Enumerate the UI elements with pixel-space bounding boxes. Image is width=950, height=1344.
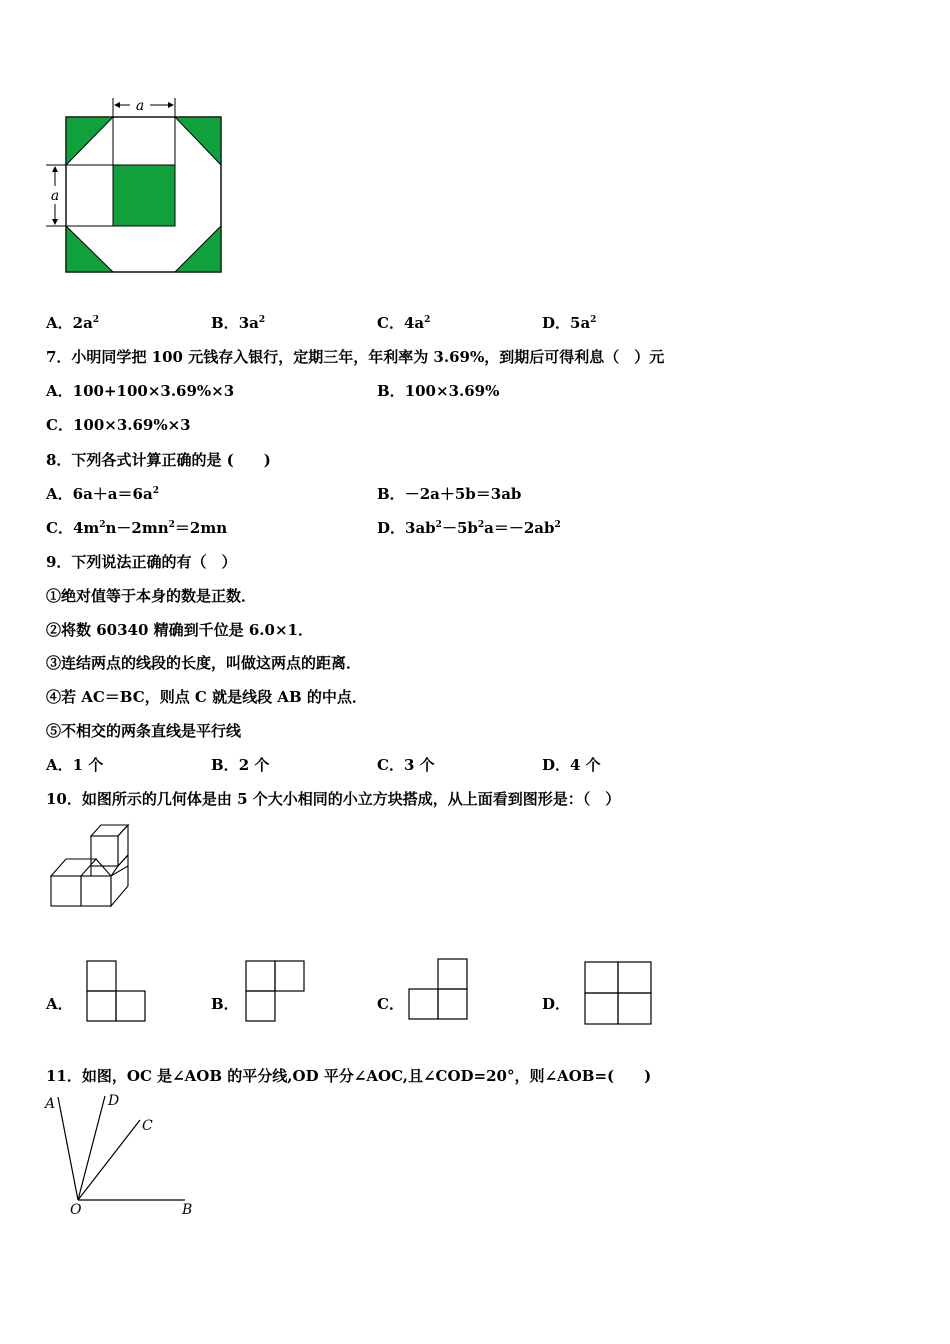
label-b: B xyxy=(182,1202,193,1218)
label-d: D xyxy=(108,1093,120,1109)
q6-option-b[interactable]: B．$3a^2$ xyxy=(211,314,266,332)
center-square xyxy=(113,165,175,226)
q10-option-b[interactable]: B． xyxy=(211,995,239,1013)
q11-stem: 11．如图，OC 是∠AOB 的平分线,OD 平分∠AOC,且∠COD=20°，则∠AOB=( ) xyxy=(46,1067,652,1085)
top-dim-label: a xyxy=(135,98,145,114)
q9-statement-1: ①绝对值等于本身的数是正数． xyxy=(46,587,257,605)
q8-option-c[interactable]: C．$4m^2n-2mn^2=2mn$ xyxy=(46,519,228,537)
q9-statement-5: ⑤不相交的两条直线是平行线 xyxy=(46,722,242,740)
q6-option-d[interactable]: D．$5a^2$ xyxy=(542,314,597,332)
label-a: A xyxy=(45,1096,56,1112)
q9-statement-4: ④若 AC＝BC，则点 C 就是线段 AB 的中点． xyxy=(46,688,367,706)
q7-stem: 7．小明同学把 100 元钱存入银行，定期三年，年利率为 3.69%，到期后可得利息（ ）元 xyxy=(46,348,665,366)
ray-oa xyxy=(58,1097,78,1200)
q10-cube-solid xyxy=(48,822,133,910)
q6-option-a[interactable]: A．$2a^2$ xyxy=(46,314,100,332)
label-c: C xyxy=(142,1118,153,1134)
q9-option-a[interactable]: A．1 个 xyxy=(46,756,104,774)
q8-option-a[interactable]: A．$6a+a=6a^2$ xyxy=(46,485,159,503)
q7-option-b[interactable]: B．100×3.69% xyxy=(377,382,500,400)
corner-triangle-br xyxy=(175,226,221,272)
q11-angle-figure xyxy=(40,1090,205,1220)
q8-option-d[interactable]: D．$3ab^2-5b^2a=-2ab^2$ xyxy=(377,519,561,537)
q10-stem: 10．如图所示的几何体是由 5 个大小相同的小立方块搭成，从上面看到图形是：（ ） xyxy=(46,790,621,808)
q9-option-c[interactable]: C．3 个 xyxy=(377,756,435,774)
ray-od xyxy=(78,1096,105,1200)
q7-option-c[interactable]: C．100×3.69%×3 xyxy=(46,416,191,434)
q10-option-d[interactable]: D． xyxy=(542,995,571,1013)
label-o: O xyxy=(70,1202,82,1218)
q9-statement-3: ③连结两点的线段的长度，叫做这两点的距离． xyxy=(46,654,362,672)
left-dim-label: a xyxy=(50,188,60,204)
q10-option-c[interactable]: C． xyxy=(377,995,404,1013)
q10-option-b-shape[interactable] xyxy=(244,958,306,1024)
q9-stem: 9．下列说法正确的有（ ） xyxy=(46,553,237,571)
ray-oc xyxy=(78,1120,140,1200)
q9-option-d[interactable]: D．4 个 xyxy=(542,756,601,774)
q7-option-a[interactable]: A．100+100×3.69%×3 xyxy=(46,382,235,400)
q9-statement-2: ②将数 60340 精确到千位是 6.0×1． xyxy=(46,621,313,639)
corner-triangle-tl xyxy=(66,117,113,165)
corner-triangle-tr xyxy=(175,117,221,165)
q10-option-d-shape[interactable] xyxy=(582,958,654,1026)
q10-option-a[interactable]: A． xyxy=(46,995,73,1013)
q9-option-b[interactable]: B．2 个 xyxy=(211,756,270,774)
q6-square-figure xyxy=(40,95,230,280)
q6-option-c[interactable]: C．$4a^2$ xyxy=(377,314,431,332)
q8-option-b[interactable]: B．－2a＋5b＝3ab xyxy=(377,485,522,503)
q10-option-a-shape[interactable] xyxy=(85,958,147,1024)
q8-stem: 8．下列各式计算正确的是 ( ) xyxy=(46,451,271,469)
corner-triangle-bl xyxy=(66,226,113,272)
q10-option-c-shape[interactable] xyxy=(407,956,469,1024)
